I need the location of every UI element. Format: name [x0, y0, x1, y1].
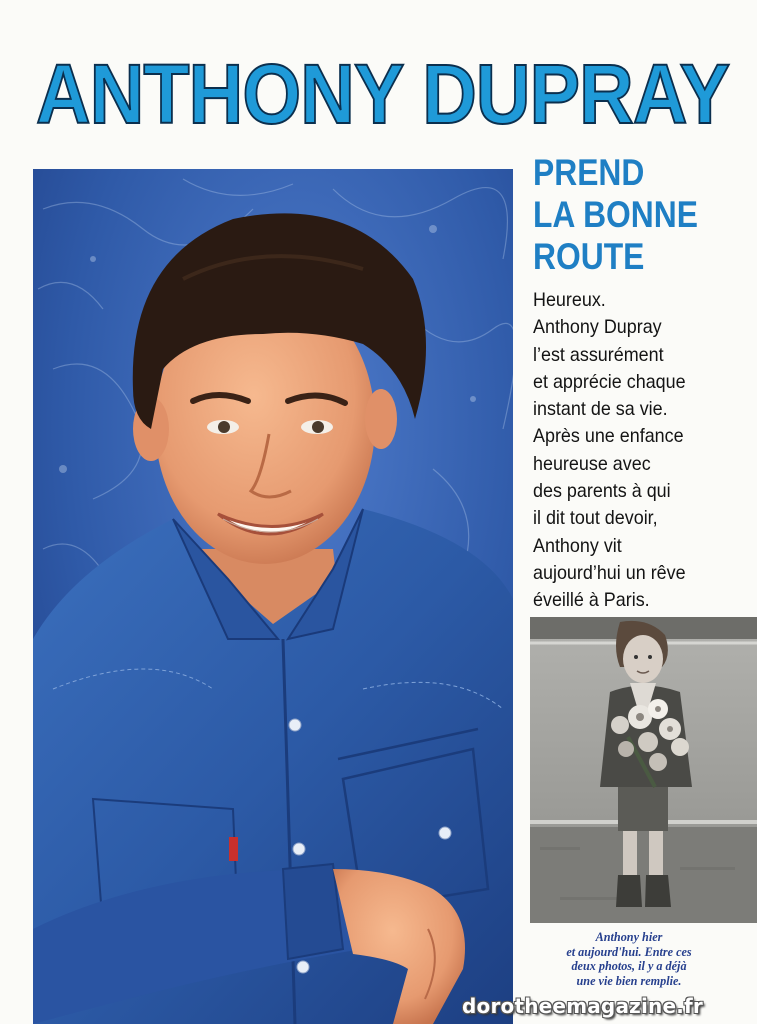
portrait-photo	[33, 169, 513, 1024]
caption-line: et aujourd'hui. Entre ces	[566, 944, 692, 959]
body-line: heureuse avec	[533, 452, 651, 475]
headline: ANTHONY DUPRAY	[36, 47, 730, 141]
body-line: il dit tout devoir,	[533, 507, 658, 530]
body-line: l’est assurément	[533, 343, 664, 366]
subtitle-line: PREND	[533, 152, 645, 193]
subtitle-line: ROUTE	[533, 236, 645, 277]
watermark: dorotheemagazine.fr	[462, 994, 703, 1018]
caption-line: une vie bien remplie.	[576, 973, 682, 988]
body-line: Anthony Dupray	[533, 316, 662, 339]
body-line: éveillé à Paris.	[533, 589, 650, 612]
body-line: Heureux.	[533, 289, 606, 311]
subtitle	[533, 152, 714, 278]
body-line: instant de sa vie.	[533, 398, 668, 421]
body-line: Anthony vit	[533, 534, 622, 557]
caption-line: deux photos, il y a déjà	[571, 959, 687, 973]
photo-caption	[526, 930, 732, 988]
body-line: Après une enfance	[533, 425, 684, 448]
subtitle-line: LA BONNE	[533, 194, 698, 235]
caption-line: Anthony hier	[595, 930, 663, 944]
childhood-photo	[530, 617, 757, 923]
body-line: et apprécie chaque	[533, 370, 686, 393]
article-body	[533, 287, 735, 615]
body-line: aujourd’hui un rêve	[533, 561, 686, 584]
body-line: des parents à qui	[533, 480, 671, 503]
